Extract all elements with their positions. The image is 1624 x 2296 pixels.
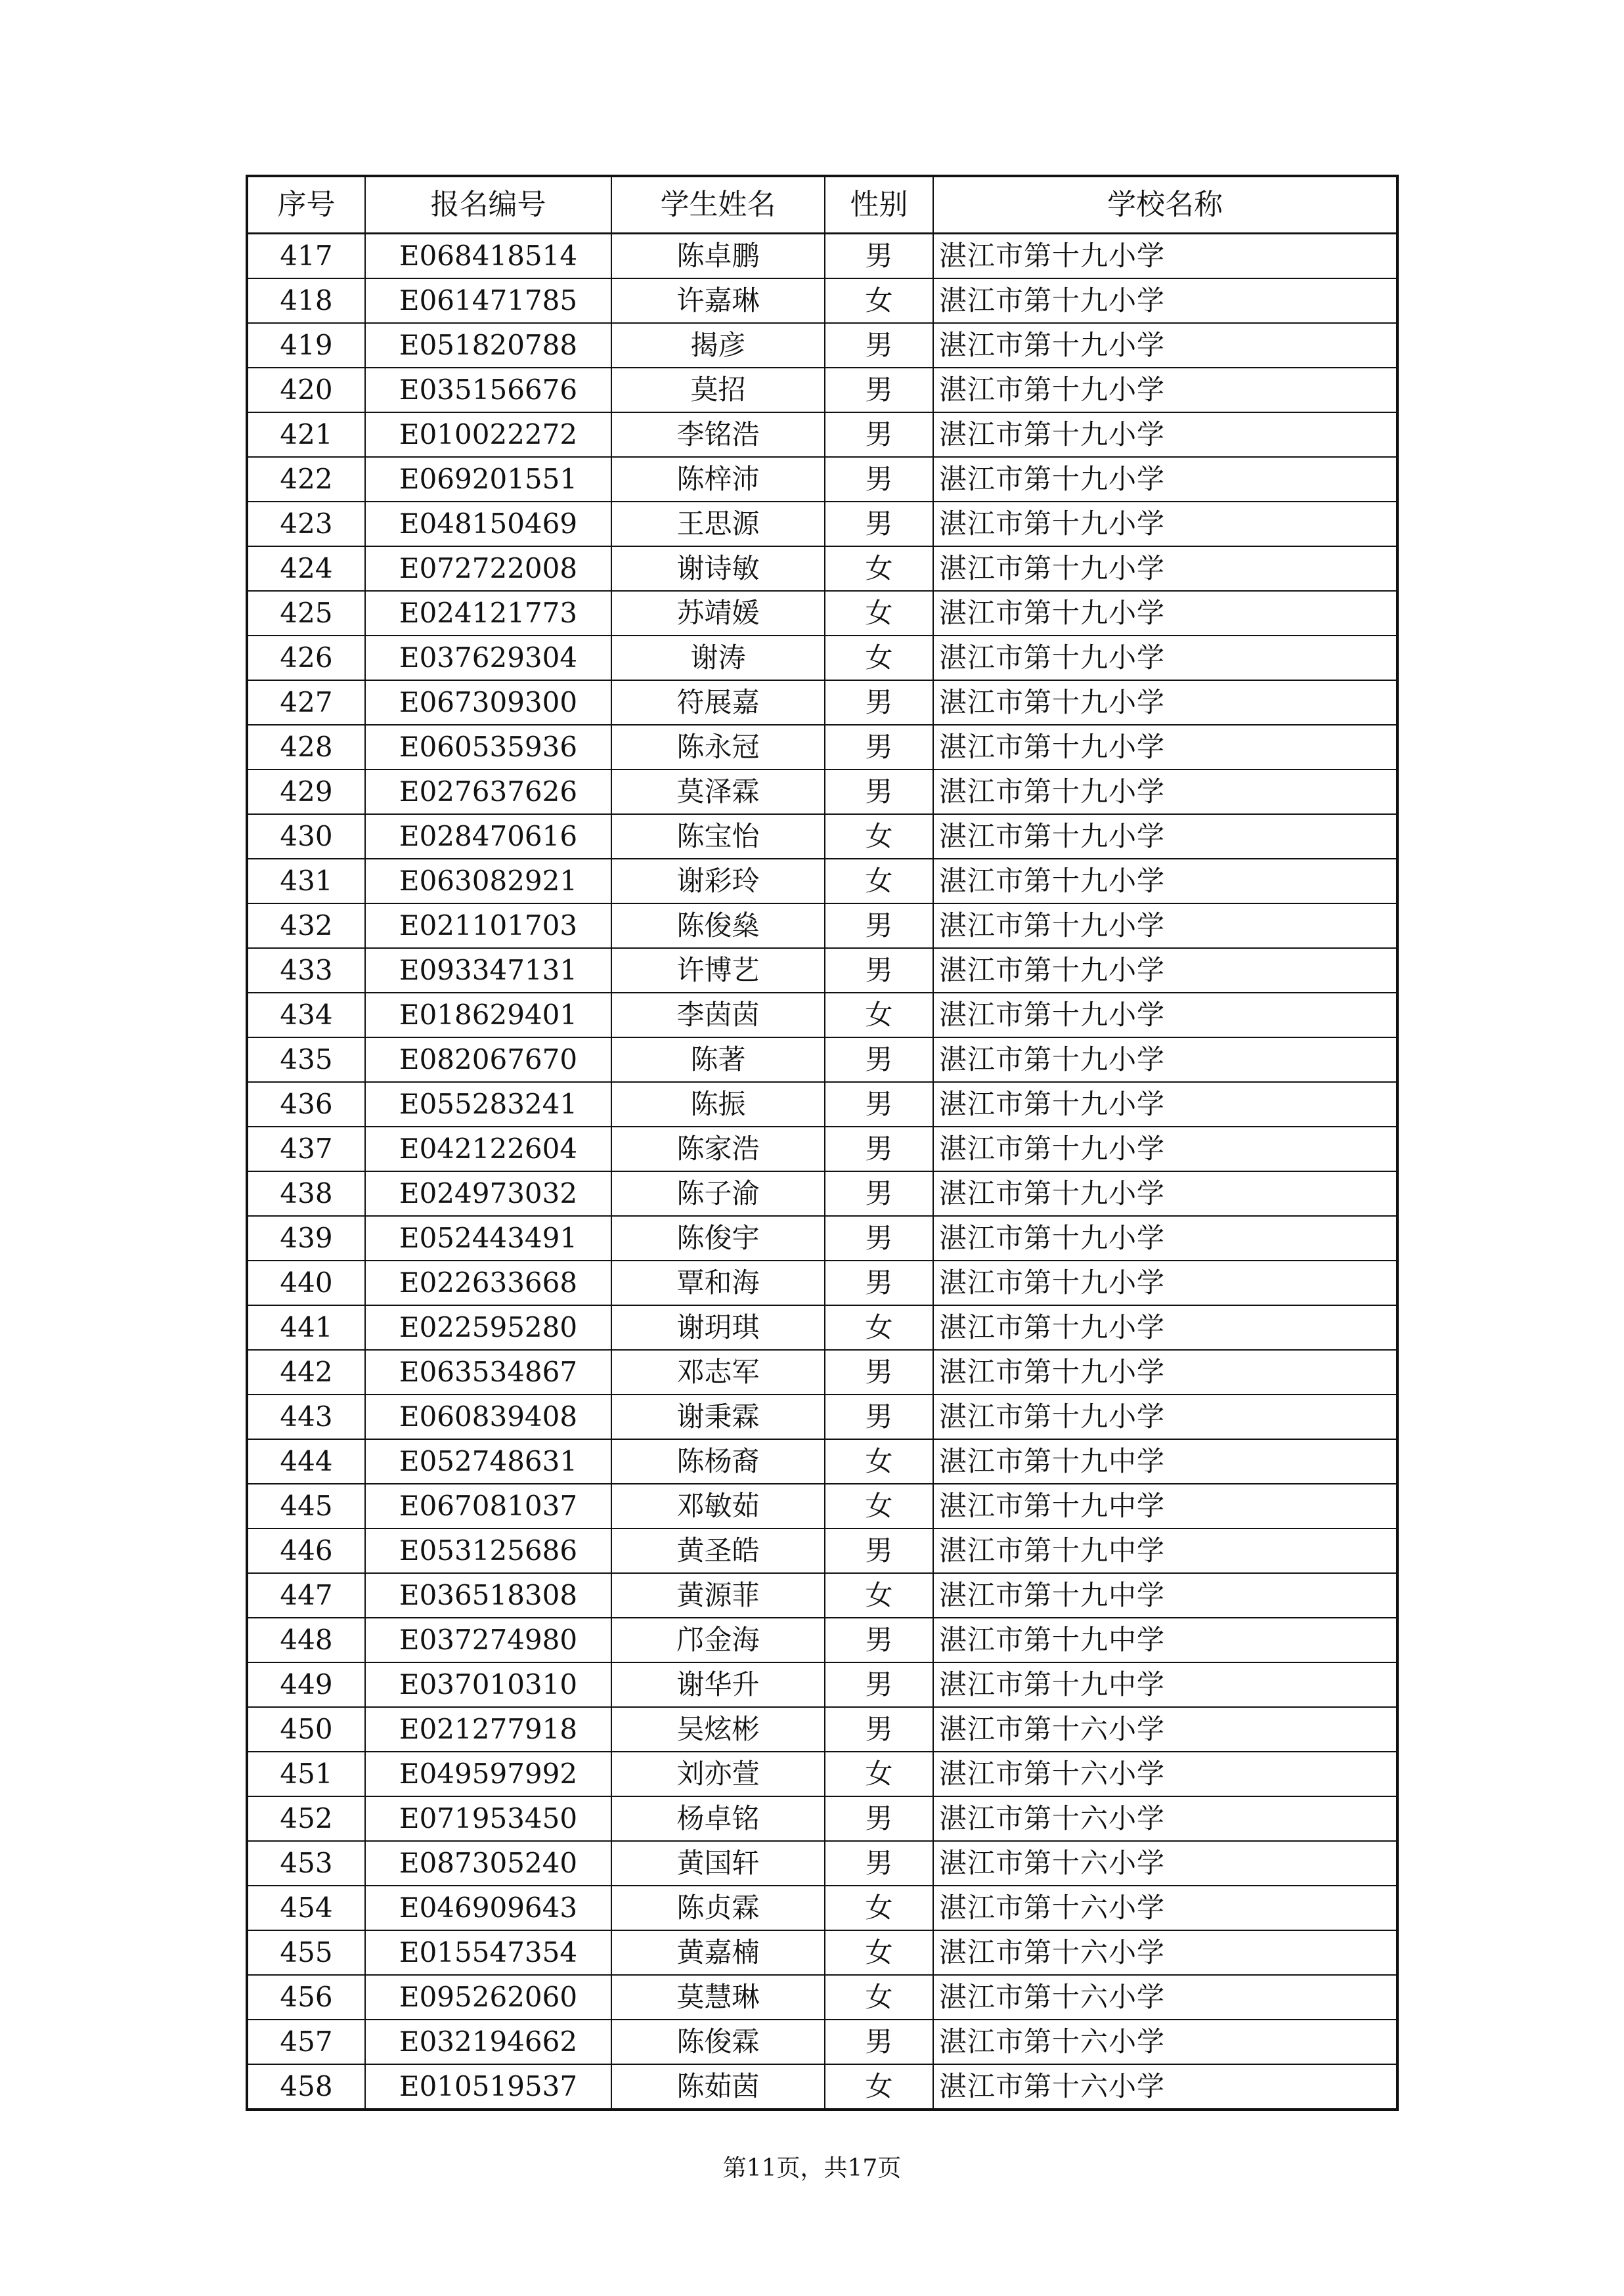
- table-row: [247, 1439, 1397, 1484]
- cell-student-name: 邓敏茹: [611, 1484, 825, 1528]
- cell-seq: 441: [247, 1305, 365, 1350]
- table-row: [247, 546, 1397, 591]
- cell-seq: 440: [247, 1261, 365, 1305]
- cell-school-name: 湛江市第十九小学: [933, 1261, 1397, 1305]
- cell-seq: 442: [247, 1350, 365, 1395]
- cell-student-name: 李茵茵: [611, 993, 825, 1037]
- header-school-name: 学校名称: [933, 176, 1397, 234]
- table-row: [247, 636, 1397, 680]
- cell-student-name: 许嘉琳: [611, 278, 825, 323]
- cell-sex: 男: [825, 769, 933, 814]
- cell-school-name: 湛江市第十九小学: [933, 412, 1397, 457]
- table-row: [247, 680, 1397, 725]
- cell-school-name: 湛江市第十九小学: [933, 457, 1397, 502]
- cell-school-name: 湛江市第十六小学: [933, 2020, 1397, 2064]
- cell-sex: 男: [825, 1171, 933, 1216]
- cell-school-name: 湛江市第十九小学: [933, 680, 1397, 725]
- cell-seq: 437: [247, 1127, 365, 1171]
- cell-sex: 女: [825, 278, 933, 323]
- cell-sex: 男: [825, 457, 933, 502]
- cell-seq: 447: [247, 1573, 365, 1618]
- cell-school-name: 湛江市第十九小学: [933, 368, 1397, 412]
- cell-sex: 男: [825, 1037, 933, 1082]
- cell-sex: 男: [825, 1261, 933, 1305]
- cell-seq: 449: [247, 1662, 365, 1707]
- table-row: [247, 1752, 1397, 1796]
- cell-seq: 452: [247, 1796, 365, 1841]
- cell-registration-id: E061471785: [365, 278, 611, 323]
- cell-sex: 女: [825, 546, 933, 591]
- cell-student-name: 黄嘉楠: [611, 1930, 825, 1975]
- cell-seq: 443: [247, 1395, 365, 1439]
- cell-student-name: 陈宝怡: [611, 814, 825, 859]
- cell-sex: 女: [825, 636, 933, 680]
- table-row: [247, 1216, 1397, 1261]
- cell-seq: 427: [247, 680, 365, 725]
- page-footer: 第11页，共17页: [722, 2155, 902, 2182]
- cell-school-name: 湛江市第十九小学: [933, 1171, 1397, 1216]
- cell-seq: 418: [247, 278, 365, 323]
- table-row: [247, 1528, 1397, 1573]
- cell-seq: 422: [247, 457, 365, 502]
- cell-student-name: 覃和海: [611, 1261, 825, 1305]
- table-row: [247, 1305, 1397, 1350]
- cell-sex: 男: [825, 502, 933, 546]
- table-row: [247, 412, 1397, 457]
- cell-registration-id: E037629304: [365, 636, 611, 680]
- table-row: [247, 1037, 1397, 1082]
- cell-seq: 433: [247, 948, 365, 993]
- cell-registration-id: E093347131: [365, 948, 611, 993]
- table-row: [247, 1930, 1397, 1975]
- cell-school-name: 湛江市第十九小学: [933, 1350, 1397, 1395]
- cell-registration-id: E036518308: [365, 1573, 611, 1618]
- cell-sex: 女: [825, 1886, 933, 1930]
- cell-seq: 453: [247, 1841, 365, 1886]
- cell-sex: 女: [825, 1439, 933, 1484]
- table-row: [247, 457, 1397, 502]
- cell-student-name: 莫泽霖: [611, 769, 825, 814]
- cell-student-name: 陈梓沛: [611, 457, 825, 502]
- cell-school-name: 湛江市第十九小学: [933, 636, 1397, 680]
- cell-sex: 女: [825, 814, 933, 859]
- table-row: [247, 2020, 1397, 2064]
- cell-sex: 男: [825, 1350, 933, 1395]
- cell-registration-id: E021101703: [365, 903, 611, 948]
- cell-sex: 男: [825, 948, 933, 993]
- table-row: [247, 1171, 1397, 1216]
- cell-school-name: 湛江市第十六小学: [933, 1975, 1397, 2020]
- cell-student-name: 陈卓鹏: [611, 234, 825, 279]
- cell-student-name: 莫慧琳: [611, 1975, 825, 2020]
- cell-registration-id: E060535936: [365, 725, 611, 769]
- cell-student-name: 刘亦萱: [611, 1752, 825, 1796]
- cell-registration-id: E024973032: [365, 1171, 611, 1216]
- cell-registration-id: E068418514: [365, 234, 611, 279]
- cell-seq: 419: [247, 323, 365, 368]
- cell-registration-id: E027637626: [365, 769, 611, 814]
- cell-school-name: 湛江市第十九小学: [933, 546, 1397, 591]
- cell-student-name: 吴炫彬: [611, 1707, 825, 1752]
- table-row: [247, 323, 1397, 368]
- cell-registration-id: E042122604: [365, 1127, 611, 1171]
- cell-school-name: 湛江市第十六小学: [933, 1930, 1397, 1975]
- cell-seq: 426: [247, 636, 365, 680]
- cell-registration-id: E095262060: [365, 1975, 611, 2020]
- cell-seq: 450: [247, 1707, 365, 1752]
- cell-student-name: 谢涛: [611, 636, 825, 680]
- header-registration-id: 报名编号: [365, 176, 611, 234]
- cell-school-name: 湛江市第十九中学: [933, 1573, 1397, 1618]
- cell-seq: 455: [247, 1930, 365, 1975]
- cell-sex: 女: [825, 1573, 933, 1618]
- cell-student-name: 陈贞霖: [611, 1886, 825, 1930]
- cell-school-name: 湛江市第十九小学: [933, 725, 1397, 769]
- cell-student-name: 陈俊燊: [611, 903, 825, 948]
- cell-school-name: 湛江市第十九小学: [933, 234, 1397, 279]
- cell-sex: 女: [825, 1930, 933, 1975]
- cell-school-name: 湛江市第十九中学: [933, 1618, 1397, 1662]
- table-row: [247, 502, 1397, 546]
- cell-seq: 451: [247, 1752, 365, 1796]
- cell-registration-id: E048150469: [365, 502, 611, 546]
- cell-registration-id: E051820788: [365, 323, 611, 368]
- cell-seq: 439: [247, 1216, 365, 1261]
- cell-school-name: 湛江市第十九小学: [933, 1127, 1397, 1171]
- cell-school-name: 湛江市第十九小学: [933, 502, 1397, 546]
- cell-sex: 男: [825, 1707, 933, 1752]
- cell-school-name: 湛江市第十六小学: [933, 1752, 1397, 1796]
- cell-student-name: 黄国轩: [611, 1841, 825, 1886]
- table-row: [247, 591, 1397, 636]
- cell-school-name: 湛江市第十九小学: [933, 1037, 1397, 1082]
- table-row: [247, 993, 1397, 1037]
- header-student-name: 学生姓名: [611, 176, 825, 234]
- cell-sex: 女: [825, 1975, 933, 2020]
- cell-school-name: 湛江市第十九小学: [933, 1305, 1397, 1350]
- cell-school-name: 湛江市第十九小学: [933, 323, 1397, 368]
- cell-student-name: 揭彦: [611, 323, 825, 368]
- cell-registration-id: E035156676: [365, 368, 611, 412]
- table-row: [247, 234, 1397, 279]
- cell-registration-id: E069201551: [365, 457, 611, 502]
- table-row: [247, 1707, 1397, 1752]
- cell-seq: 445: [247, 1484, 365, 1528]
- cell-school-name: 湛江市第十九小学: [933, 859, 1397, 903]
- student-roster-table: [246, 175, 1399, 2111]
- cell-registration-id: E053125686: [365, 1528, 611, 1573]
- cell-seq: 435: [247, 1037, 365, 1082]
- table-body: [247, 234, 1397, 2110]
- cell-student-name: 谢秉霖: [611, 1395, 825, 1439]
- cell-registration-id: E072722008: [365, 546, 611, 591]
- cell-student-name: 符展嘉: [611, 680, 825, 725]
- cell-sex: 男: [825, 1082, 933, 1127]
- header-sex: 性别: [825, 176, 933, 234]
- cell-seq: 417: [247, 234, 365, 279]
- cell-registration-id: E055283241: [365, 1082, 611, 1127]
- cell-registration-id: E028470616: [365, 814, 611, 859]
- cell-school-name: 湛江市第十六小学: [933, 1886, 1397, 1930]
- cell-seq: 425: [247, 591, 365, 636]
- cell-seq: 438: [247, 1171, 365, 1216]
- cell-school-name: 湛江市第十九小学: [933, 993, 1397, 1037]
- cell-seq: 456: [247, 1975, 365, 2020]
- cell-sex: 男: [825, 412, 933, 457]
- cell-school-name: 湛江市第十九小学: [933, 1216, 1397, 1261]
- cell-sex: 男: [825, 1841, 933, 1886]
- cell-student-name: 陈俊霖: [611, 2020, 825, 2064]
- cell-school-name: 湛江市第十九小学: [933, 1082, 1397, 1127]
- cell-seq: 431: [247, 859, 365, 903]
- cell-student-name: 陈振: [611, 1082, 825, 1127]
- cell-student-name: 黄源菲: [611, 1573, 825, 1618]
- cell-seq: 454: [247, 1886, 365, 1930]
- table-row: [247, 1796, 1397, 1841]
- table-row: [247, 1082, 1397, 1127]
- cell-student-name: 李铭浩: [611, 412, 825, 457]
- cell-sex: 男: [825, 2020, 933, 2064]
- cell-registration-id: E063534867: [365, 1350, 611, 1395]
- cell-sex: 男: [825, 1127, 933, 1171]
- table-row: [247, 1573, 1397, 1618]
- cell-registration-id: E032194662: [365, 2020, 611, 2064]
- cell-registration-id: E046909643: [365, 1886, 611, 1930]
- table-row: [247, 948, 1397, 993]
- cell-student-name: 陈杨裔: [611, 1439, 825, 1484]
- cell-sex: 女: [825, 591, 933, 636]
- cell-registration-id: E063082921: [365, 859, 611, 903]
- cell-seq: 434: [247, 993, 365, 1037]
- cell-student-name: 陈永冠: [611, 725, 825, 769]
- cell-sex: 男: [825, 323, 933, 368]
- cell-school-name: 湛江市第十六小学: [933, 1796, 1397, 1841]
- table-row: [247, 1618, 1397, 1662]
- table-row: [247, 814, 1397, 859]
- cell-school-name: 湛江市第十九中学: [933, 1484, 1397, 1528]
- table-row: [247, 1841, 1397, 1886]
- cell-school-name: 湛江市第十九中学: [933, 1439, 1397, 1484]
- cell-student-name: 苏靖媛: [611, 591, 825, 636]
- cell-student-name: 谢华升: [611, 1662, 825, 1707]
- cell-student-name: 陈著: [611, 1037, 825, 1082]
- header-seq: 序号: [247, 176, 365, 234]
- cell-student-name: 黄圣皓: [611, 1528, 825, 1573]
- table-row: [247, 1261, 1397, 1305]
- cell-registration-id: E022595280: [365, 1305, 611, 1350]
- cell-school-name: 湛江市第十九中学: [933, 1662, 1397, 1707]
- cell-registration-id: E052443491: [365, 1216, 611, 1261]
- table-row: [247, 2064, 1397, 2110]
- cell-seq: 432: [247, 903, 365, 948]
- cell-sex: 女: [825, 1484, 933, 1528]
- cell-registration-id: E060839408: [365, 1395, 611, 1439]
- cell-seq: 444: [247, 1439, 365, 1484]
- cell-sex: 男: [825, 1662, 933, 1707]
- cell-sex: 男: [825, 1216, 933, 1261]
- cell-seq: 424: [247, 546, 365, 591]
- table-row: [247, 1662, 1397, 1707]
- cell-registration-id: E010022272: [365, 412, 611, 457]
- cell-registration-id: E015547354: [365, 1930, 611, 1975]
- cell-student-name: 王思源: [611, 502, 825, 546]
- cell-registration-id: E021277918: [365, 1707, 611, 1752]
- table-row: [247, 278, 1397, 323]
- cell-sex: 男: [825, 903, 933, 948]
- cell-seq: 421: [247, 412, 365, 457]
- cell-student-name: 陈子渝: [611, 1171, 825, 1216]
- cell-school-name: 湛江市第十九小学: [933, 814, 1397, 859]
- cell-registration-id: E024121773: [365, 591, 611, 636]
- cell-school-name: 湛江市第十九小学: [933, 769, 1397, 814]
- table-row: [247, 1975, 1397, 2020]
- cell-seq: 423: [247, 502, 365, 546]
- cell-student-name: 邓志军: [611, 1350, 825, 1395]
- cell-seq: 458: [247, 2064, 365, 2110]
- cell-registration-id: E018629401: [365, 993, 611, 1037]
- cell-seq: 457: [247, 2020, 365, 2064]
- cell-school-name: 湛江市第十六小学: [933, 1841, 1397, 1886]
- cell-sex: 男: [825, 1528, 933, 1573]
- cell-student-name: 许博艺: [611, 948, 825, 993]
- cell-registration-id: E071953450: [365, 1796, 611, 1841]
- table-row: [247, 1350, 1397, 1395]
- cell-sex: 男: [825, 1796, 933, 1841]
- cell-registration-id: E010519537: [365, 2064, 611, 2110]
- cell-school-name: 湛江市第十九小学: [933, 278, 1397, 323]
- cell-student-name: 杨卓铭: [611, 1796, 825, 1841]
- cell-student-name: 莫招: [611, 368, 825, 412]
- cell-seq: 428: [247, 725, 365, 769]
- cell-student-name: 谢彩玲: [611, 859, 825, 903]
- cell-school-name: 湛江市第十六小学: [933, 2064, 1397, 2110]
- cell-registration-id: E067081037: [365, 1484, 611, 1528]
- table-row: [247, 859, 1397, 903]
- cell-registration-id: E052748631: [365, 1439, 611, 1484]
- cell-school-name: 湛江市第十九小学: [933, 1395, 1397, 1439]
- cell-registration-id: E022633668: [365, 1261, 611, 1305]
- table-row: [247, 1395, 1397, 1439]
- cell-student-name: 陈俊宇: [611, 1216, 825, 1261]
- cell-student-name: 陈茹茵: [611, 2064, 825, 2110]
- cell-school-name: 湛江市第十九小学: [933, 948, 1397, 993]
- cell-seq: 429: [247, 769, 365, 814]
- cell-sex: 男: [825, 1395, 933, 1439]
- cell-sex: 女: [825, 1305, 933, 1350]
- table-row: [247, 769, 1397, 814]
- table-row: [247, 725, 1397, 769]
- cell-registration-id: E067309300: [365, 680, 611, 725]
- cell-sex: 女: [825, 859, 933, 903]
- cell-seq: 446: [247, 1528, 365, 1573]
- cell-seq: 420: [247, 368, 365, 412]
- cell-sex: 男: [825, 1618, 933, 1662]
- cell-student-name: 陈家浩: [611, 1127, 825, 1171]
- cell-sex: 男: [825, 725, 933, 769]
- cell-sex: 女: [825, 993, 933, 1037]
- cell-seq: 436: [247, 1082, 365, 1127]
- cell-school-name: 湛江市第十九中学: [933, 1528, 1397, 1573]
- cell-school-name: 湛江市第十六小学: [933, 1707, 1397, 1752]
- cell-seq: 448: [247, 1618, 365, 1662]
- cell-registration-id: E037010310: [365, 1662, 611, 1707]
- cell-registration-id: E049597992: [365, 1752, 611, 1796]
- cell-sex: 女: [825, 1752, 933, 1796]
- cell-registration-id: E037274980: [365, 1618, 611, 1662]
- cell-student-name: 谢玥琪: [611, 1305, 825, 1350]
- table-header-row: [247, 176, 1397, 234]
- table-row: [247, 1484, 1397, 1528]
- cell-student-name: 谢诗敏: [611, 546, 825, 591]
- cell-sex: 男: [825, 234, 933, 279]
- cell-school-name: 湛江市第十九小学: [933, 591, 1397, 636]
- cell-student-name: 邝金海: [611, 1618, 825, 1662]
- table-row: [247, 1886, 1397, 1930]
- cell-registration-id: E082067670: [365, 1037, 611, 1082]
- cell-sex: 男: [825, 680, 933, 725]
- cell-school-name: 湛江市第十九小学: [933, 903, 1397, 948]
- table-row: [247, 368, 1397, 412]
- table-row: [247, 1127, 1397, 1171]
- cell-seq: 430: [247, 814, 365, 859]
- table-row: [247, 903, 1397, 948]
- cell-sex: 女: [825, 2064, 933, 2110]
- cell-registration-id: E087305240: [365, 1841, 611, 1886]
- cell-sex: 男: [825, 368, 933, 412]
